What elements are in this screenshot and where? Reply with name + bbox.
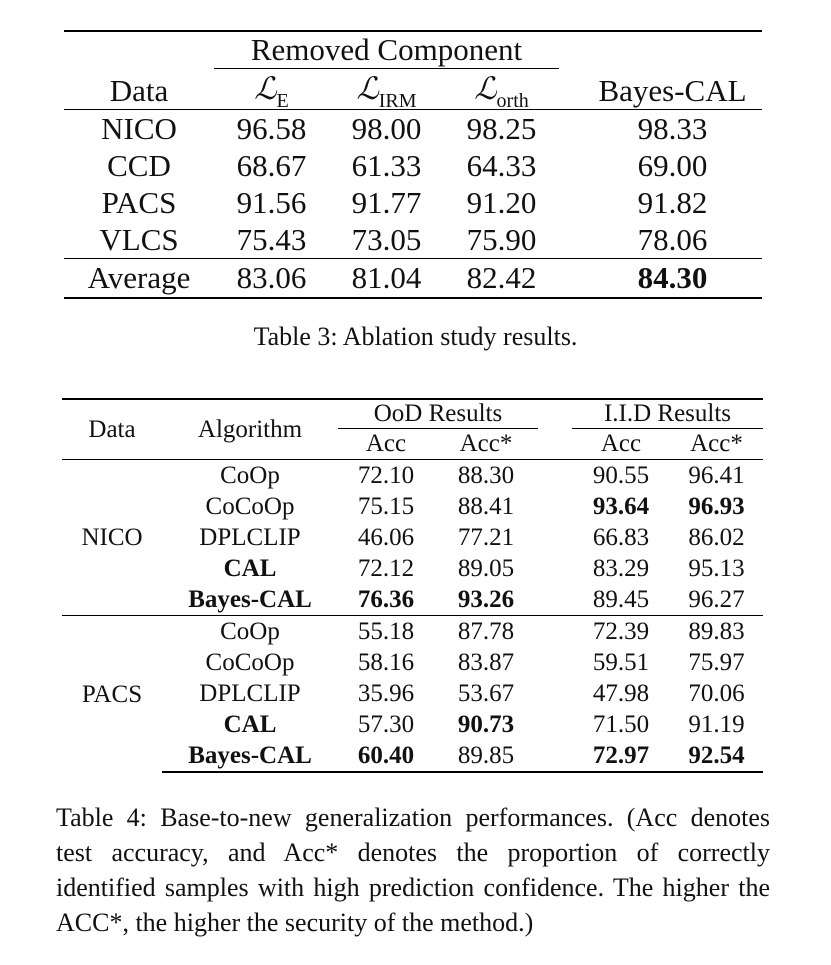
cell-value: 83.87 [457, 649, 515, 676]
cell-value: 88.41 [457, 493, 515, 520]
cell-value-best: 60.40 [338, 740, 434, 772]
cell-value: 96.58 [214, 110, 329, 148]
cell-value: 75.43 [236, 222, 307, 257]
cell-value: 75.15 [357, 493, 415, 520]
cell-value: 75.97 [688, 649, 745, 676]
table-row [64, 184, 762, 221]
cell-value: 73.05 [351, 222, 422, 257]
cell-value: 98.33 [583, 110, 762, 148]
cell-value: 78.06 [637, 222, 708, 257]
cell-value: 59.51 [592, 649, 650, 676]
cell-value: 98.00 [329, 110, 444, 148]
loss-symbol: ℒ [254, 71, 277, 107]
cell-value: 71.50 [592, 711, 650, 738]
header-data: Data [88, 415, 136, 443]
average-row [64, 259, 762, 299]
cell-value: 91.56 [236, 185, 307, 220]
cell-value: 95.13 [688, 555, 745, 582]
cell-value: 88.30 [434, 460, 538, 492]
table-row [62, 553, 763, 584]
cell-value: 96.41 [670, 460, 763, 492]
generalization-table [62, 398, 763, 773]
cell-value: 98.25 [444, 110, 559, 148]
cell-value: 82.42 [444, 259, 559, 299]
header-acc: Acc [365, 430, 407, 457]
header-algorithm: Algorithm [197, 415, 303, 443]
algorithm-name: CAL [223, 711, 277, 738]
cell-value: 61.33 [351, 148, 422, 183]
table-row [62, 460, 763, 492]
algorithm-name: CoCoOp [205, 493, 295, 520]
table-row [62, 647, 763, 678]
cell-value: 70.06 [688, 680, 745, 707]
cell-value: 47.98 [592, 680, 650, 707]
cell-value: 83.29 [592, 555, 650, 582]
row-dataset: PACS [101, 185, 177, 220]
cell-value: 69.00 [637, 148, 708, 183]
table-row [62, 616, 763, 648]
cell-value: 89.83 [670, 616, 763, 648]
cell-value-best: 90.73 [457, 711, 515, 738]
header-loss-irm [329, 69, 444, 110]
table-row [62, 584, 763, 616]
cell-value: 83.06 [214, 259, 329, 299]
algorithm-name: Bayes-CAL [188, 586, 312, 613]
loss-subscript: IRM [378, 90, 417, 112]
algorithm-name: DPLCLIP [199, 524, 301, 551]
table4-caption: Table 4: Base-to-new generalization performances. (Acc denotes test accuracy, and Acc* denotes the proportion of correctly identified samples with high prediction confidence. The higher the ACC*, the higher the security of the method.) [56, 803, 770, 937]
cell-value: 46.06 [357, 524, 415, 551]
algorithm-name: DPLCLIP [199, 680, 301, 707]
ablation-table [64, 30, 762, 299]
cell-value: 77.21 [457, 524, 515, 551]
cell-value: 91.82 [637, 185, 708, 220]
cell-value: 91.20 [466, 185, 537, 220]
header-removed-component: Removed Component [214, 32, 559, 69]
algorithm-name: CoCoOp [205, 649, 295, 676]
cell-value: 72.12 [357, 555, 415, 582]
cell-value: 96.27 [688, 586, 745, 613]
table3-caption: Table 3: Ablation study results. [253, 322, 578, 351]
loss-subscript: orth [496, 90, 529, 112]
algorithm-name: Bayes-CAL [162, 740, 338, 772]
cell-value: 89.85 [434, 740, 538, 772]
loss-symbol: ℒ [356, 71, 379, 107]
header-loss-orth [444, 69, 559, 110]
algorithm-name: CoOp [162, 460, 338, 492]
algorithm-name: CoOp [162, 616, 338, 648]
header-acc-star: Acc* [690, 430, 743, 457]
header-bayes-cal: Bayes-CAL [598, 73, 747, 108]
cell-value: 55.18 [338, 616, 434, 648]
row-dataset: CCD [107, 148, 171, 183]
cell-value-best: 93.26 [457, 586, 515, 613]
loss-symbol: ℒ [474, 71, 497, 107]
loss-subscript: E [276, 90, 289, 112]
header-iid-results: I.I.D Results [572, 400, 763, 429]
header-ood-results: OoD Results [338, 400, 538, 429]
cell-value-best: 92.54 [670, 740, 763, 772]
cell-value: 66.83 [592, 524, 650, 551]
cell-value: 87.78 [434, 616, 538, 648]
group-label: NICO [62, 460, 162, 616]
cell-value: 89.45 [592, 586, 650, 613]
cell-value-best: 96.93 [688, 493, 745, 520]
header-acc-star: Acc* [459, 430, 513, 457]
group-label: PACS [62, 616, 162, 773]
cell-value: 53.67 [457, 680, 515, 707]
cell-value: 72.39 [572, 616, 670, 648]
table-row [62, 709, 763, 740]
row-dataset: VLCS [99, 222, 179, 257]
cell-value: 89.05 [457, 555, 515, 582]
cell-value: 35.96 [357, 680, 415, 707]
table-row [62, 491, 763, 522]
algorithm-name: CAL [223, 555, 277, 582]
cell-value: 81.04 [329, 259, 444, 299]
table-row [62, 740, 763, 772]
header-acc: Acc [600, 430, 642, 457]
cell-value-best: 93.64 [592, 493, 650, 520]
cell-value: 91.19 [688, 711, 745, 738]
cell-value-best: 76.36 [357, 586, 415, 613]
cell-value: 91.77 [351, 185, 422, 220]
cell-value: 57.30 [357, 711, 415, 738]
row-dataset: NICO [64, 110, 214, 148]
header-data: Data [109, 73, 169, 108]
cell-value-best: 72.97 [572, 740, 670, 772]
cell-value: 75.90 [466, 222, 537, 257]
table-row [62, 522, 763, 553]
cell-value: 58.16 [357, 649, 415, 676]
row-average-label: Average [64, 259, 214, 299]
cell-value-best: 84.30 [583, 259, 762, 299]
cell-value: 90.55 [572, 460, 670, 492]
header-loss-e [214, 69, 329, 110]
table-row [62, 678, 763, 709]
cell-value: 72.10 [338, 460, 434, 492]
cell-value: 86.02 [688, 524, 745, 551]
cell-value: 64.33 [466, 148, 537, 183]
table-row [64, 110, 762, 148]
cell-value: 68.67 [236, 148, 307, 183]
table-row [64, 221, 762, 259]
table-row [64, 147, 762, 184]
